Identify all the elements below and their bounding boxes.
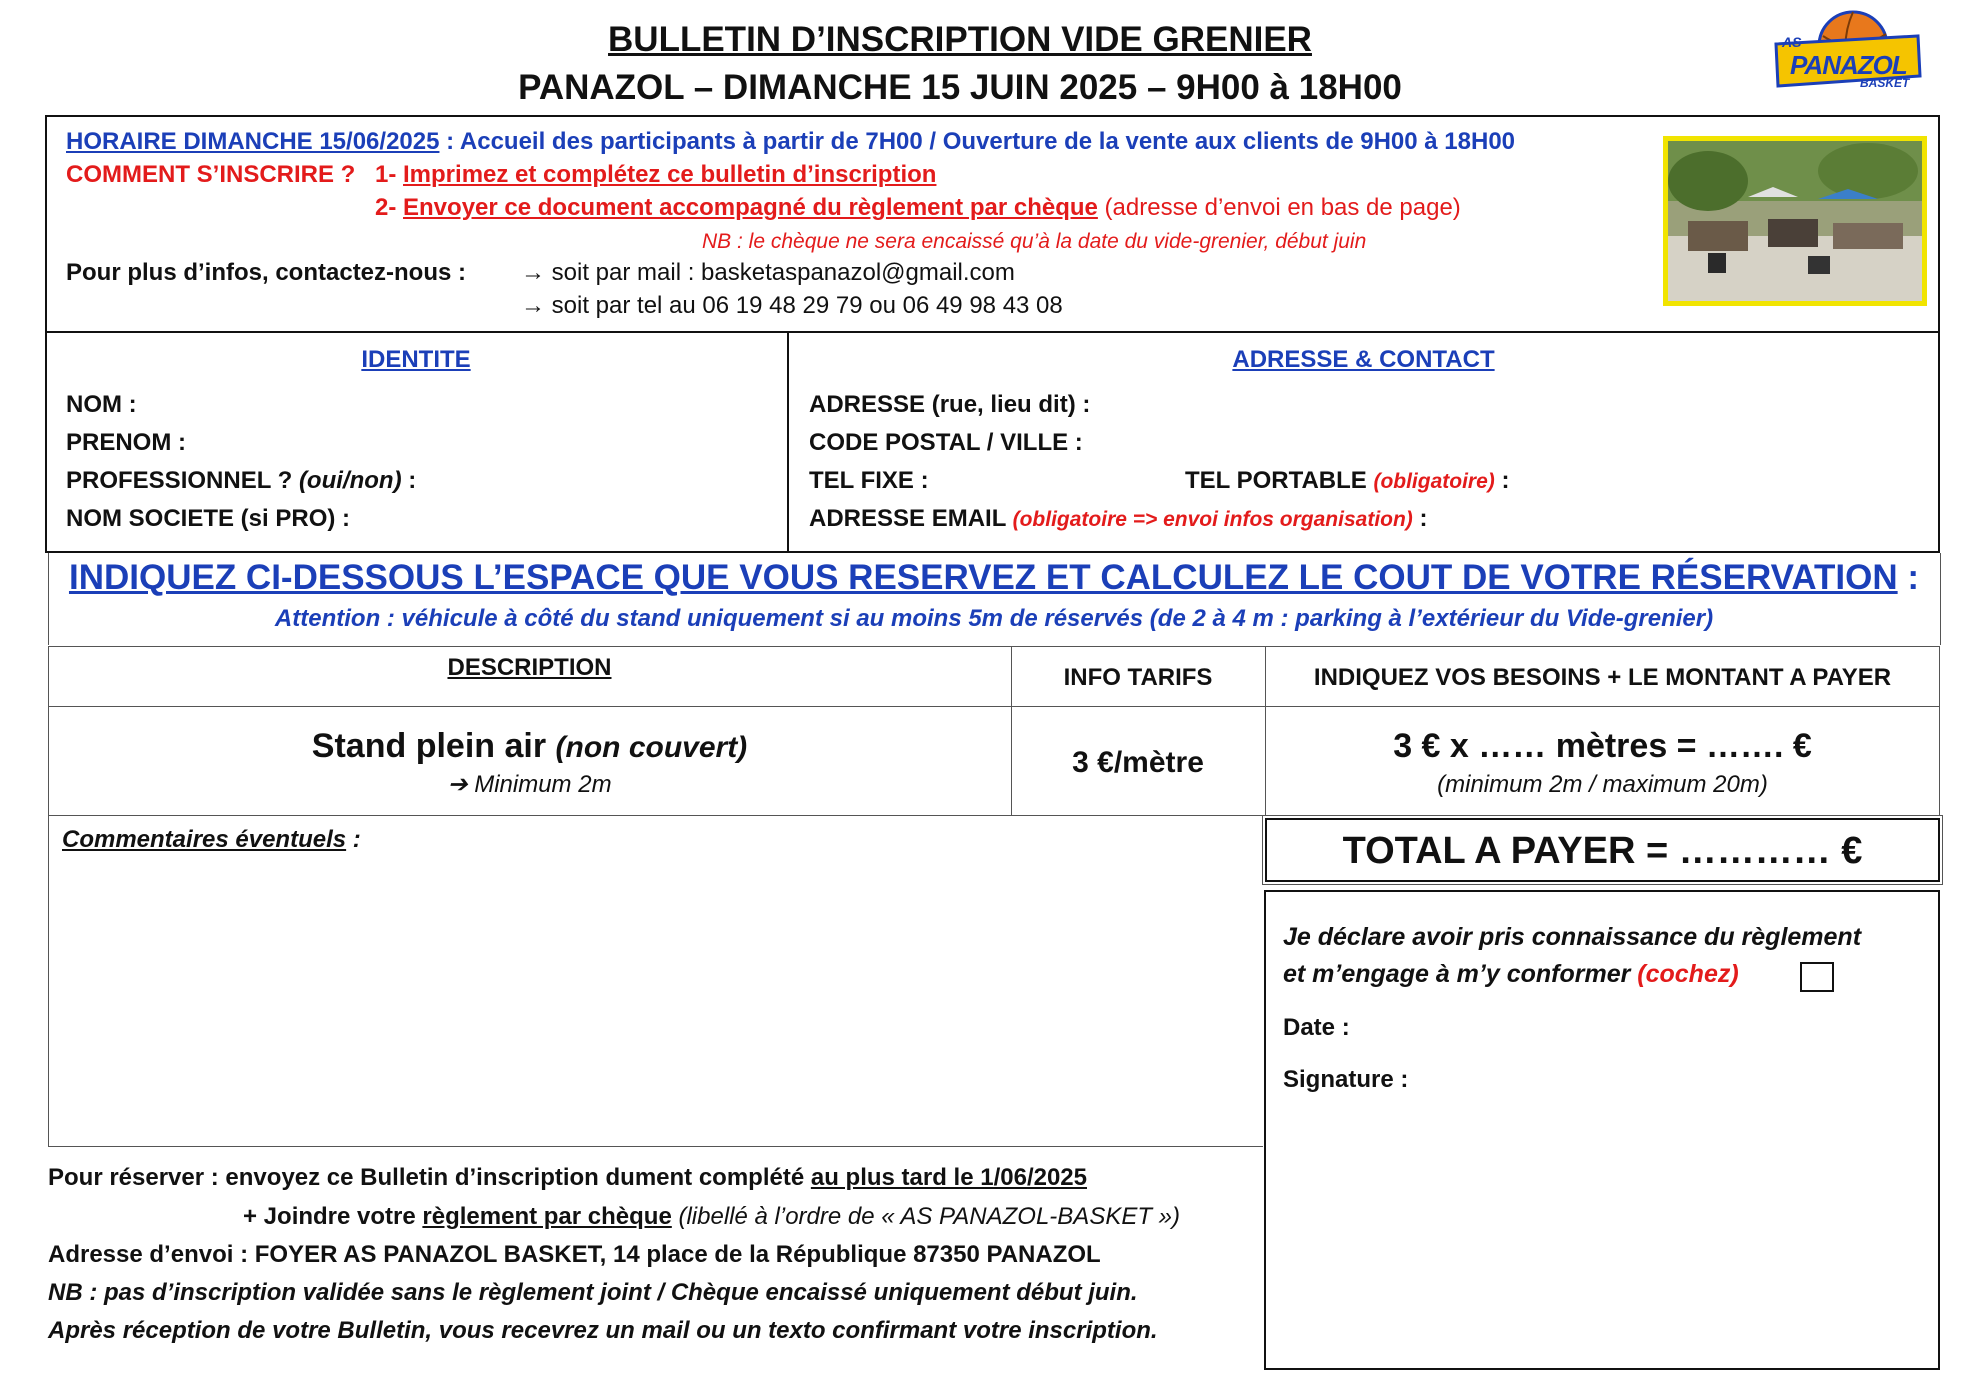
pro-label: PROFESSIONNEL ? (66, 467, 293, 494)
logo-as-text: AS (1782, 34, 1802, 50)
declaration-line1: Je déclare avoir pris connaissance du règlement (1283, 923, 1862, 951)
vide-grenier-photo (1663, 136, 1927, 306)
horaire-line (66, 127, 1515, 157)
email-label: ADRESSE EMAIL (809, 505, 1006, 532)
stand-label: Stand plein air (311, 727, 547, 765)
step2 (375, 193, 1461, 223)
calc-field[interactable]: 3 € x …… mètres = ……. € (1393, 727, 1812, 765)
email-hint: (obligatoire => envoi infos organisation) (1012, 508, 1413, 531)
footer-line1-a: Pour réserver : envoyez ce Bulletin d’inscription dument complété (48, 1164, 811, 1191)
step2-num: 2- (375, 194, 397, 221)
step2-note: (adresse d’envoi en bas de page) (1097, 194, 1461, 221)
footer-nb: NB : pas d’inscription validée sans le règlement joint / Chèque encaissé uniquement début juin. (48, 1279, 1138, 1306)
code-postal-field[interactable]: CODE POSTAL / VILLE : (809, 429, 1083, 456)
stand-minimum: ➔ Minimum 2m (447, 771, 612, 798)
form-title-line1: BULLETIN D’INSCRIPTION VIDE GRENIER (608, 20, 1312, 59)
tel-port-colon: : (1494, 467, 1510, 494)
footer-deadline: au plus tard le 1/06/2025 (810, 1164, 1087, 1191)
horaire-text: : Accueil des participants à partir de 7H00 / Ouverture de la vente aux clients de 9H00 à 18H00 (439, 128, 1516, 155)
attention-note: Attention : véhicule à côté du stand uniquement si au moins 5m de réservés (de 2 à 4 m : parking à l’extérieur du Vide-grenier) (274, 605, 1714, 632)
step1-num: 1- (375, 161, 397, 188)
identite-heading: IDENTITE (361, 346, 471, 373)
comments-label (62, 825, 361, 855)
comments-colon: : (346, 826, 361, 853)
tel-fixe-field[interactable]: TEL FIXE : (809, 467, 929, 494)
as-panazol-basket-logo (1768, 6, 1928, 98)
reservation-heading-colon: : (1897, 558, 1920, 597)
form-title-line2: PANAZOL – DIMANCHE 15 JUIN 2025 – 9H00 à 18H00 (518, 68, 1402, 107)
step2-text: Envoyer ce document accompagné du règlement par chèque (403, 194, 1098, 221)
adresse-heading: ADRESSE & CONTACT (1232, 346, 1495, 373)
prenom-field[interactable]: PRENOM : (66, 429, 186, 456)
footer-address: Adresse d’envoi : FOYER AS PANAZOL BASKET, 14 place de la République 87350 PANAZOL (48, 1241, 1101, 1268)
date-field[interactable]: Date : (1283, 1014, 1350, 1041)
contact-label: Pour plus d’infos, contactez-nous : (66, 259, 467, 286)
stand-description (48, 726, 1011, 768)
tel-portable-field[interactable] (1185, 466, 1509, 497)
stand-hint: (non couvert) (555, 731, 748, 764)
comments-left-border (48, 816, 49, 1146)
email-field[interactable] (809, 504, 1427, 535)
signature-field[interactable]: Signature : (1283, 1066, 1409, 1093)
tel-port-label: TEL PORTABLE (1185, 467, 1367, 494)
tel-port-hint: (obligatoire) (1373, 470, 1495, 493)
footer-line2-c: (libellé à l’ordre de « AS PANAZOL-BASKET ») (671, 1203, 1181, 1230)
professionnel-field[interactable] (66, 466, 416, 496)
calc-range: (minimum 2m / maximum 20m) (1437, 771, 1768, 798)
email-colon: : (1412, 505, 1428, 532)
comment-inscrire-label: COMMENT S’INSCRIRE ? (66, 161, 356, 188)
nom-field[interactable]: NOM : (66, 391, 137, 418)
reservation-heading-text: INDIQUEZ CI-DESSOUS L’ESPACE QUE VOUS RESERVEZ ET CALCULEZ LE COUT DE VOTRE RÉSERVATION (68, 558, 1898, 597)
reservation-right-border (1940, 553, 1941, 645)
footer-line2 (243, 1202, 1180, 1232)
footer-confirmation: Après réception de votre Bulletin, vous recevrez un mail ou un texto confirmant votre inscription. (48, 1317, 1158, 1344)
comments-bottom-border (48, 1146, 1263, 1147)
horaire-label: HORAIRE DIMANCHE 15/06/2025 (66, 128, 440, 155)
nb-cheque: NB : le chèque ne sera encaissé qu’à la date du vide-grenier, début juin (702, 230, 1367, 253)
contact-mail: → soit par mail : basketaspanazol@gmail.com (521, 259, 1015, 286)
footer-line2-b: règlement par chèque (422, 1203, 672, 1230)
reservation-heading (48, 556, 1940, 600)
cochez-hint: (cochez) (1637, 960, 1739, 988)
pro-hint: (oui/non) (298, 467, 402, 494)
societe-field[interactable]: NOM SOCIETE (si PRO) : (66, 505, 351, 532)
col-tarifs: INFO TARIFS (1063, 664, 1213, 691)
signature-area[interactable] (1283, 1100, 1923, 1355)
declaration-line2-text: et m’engage à m’y conformer (1283, 960, 1631, 988)
declaration-line2 (1283, 959, 1739, 989)
step1 (375, 160, 936, 190)
step1-text: Imprimez et complétez ce bulletin d’inscription (403, 161, 937, 188)
adresse-field[interactable]: ADRESSE (rue, lieu dit) : (809, 391, 1091, 418)
comments-area[interactable] (52, 860, 1260, 1142)
accept-rules-checkbox[interactable] (1800, 962, 1834, 992)
col-besoins: INDIQUEZ VOS BESOINS + LE MONTANT A PAYER (1313, 664, 1892, 691)
pro-colon: : (401, 467, 417, 494)
footer-line2-a: + Joindre votre (243, 1203, 423, 1230)
total-field[interactable]: TOTAL A PAYER = ………… € (1342, 830, 1863, 872)
tarif-table-header-divider (48, 706, 1940, 707)
col-description: DESCRIPTION (447, 654, 612, 681)
tarif-value: 3 €/mètre (1072, 746, 1204, 779)
footer-line1 (48, 1163, 1087, 1193)
contact-tel: → soit par tel au 06 19 48 29 79 ou 06 49 98 43 08 (521, 292, 1063, 319)
logo-main-text: PANAZOL (1790, 50, 1907, 80)
logo-sub-text: BASKET (1860, 76, 1910, 90)
comments-label-text: Commentaires éventuels (62, 826, 347, 853)
